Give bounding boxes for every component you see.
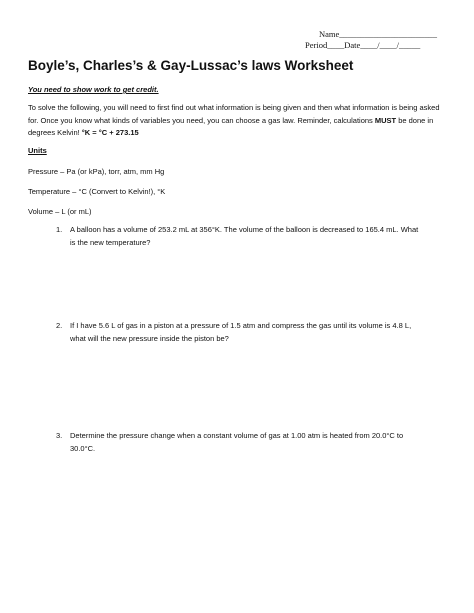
volume-units: Volume – L (or mL) xyxy=(28,207,92,216)
period-date-field-line: Period____Date____/____/_____ xyxy=(305,40,421,50)
question-3 xyxy=(56,430,420,455)
question-number: 2. xyxy=(56,321,63,330)
question-number: 1. xyxy=(56,225,63,234)
question-number: 3. xyxy=(56,431,63,440)
units-heading: Units xyxy=(28,146,47,155)
pressure-units: Pressure – Pa (or kPa), torr, atm, mm Hg xyxy=(28,167,165,176)
question-text: Determine the pressure change when a constant volume of gas at 1.00 atm is heated from 20.0°C to 30.0°C. xyxy=(70,431,404,453)
instructions-paragraph xyxy=(28,102,448,140)
name-field-line: Name_______________________ xyxy=(319,29,438,39)
kelvin-formula: °K = °C + 273.15 xyxy=(81,128,139,137)
temperature-units: Temperature – °C (Convert to Kelvin!), °K xyxy=(28,187,166,196)
credit-note: You need to show work to get credit. xyxy=(28,85,159,94)
question-text: A balloon has a volume of 253.2 mL at 356°K. The volume of the balloon is decreased to 165.4 mL. What is the new temperature? xyxy=(70,225,419,247)
instructions-text-start: To solve the following, you will need to first find out what information is being given and then what information is being asked for. Once you know what kinds of variables you need, you can choose a gas law. Reminder, calculations xyxy=(28,103,440,125)
instructions-text-end: be done in degrees Kelvin! xyxy=(28,115,434,137)
question-1 xyxy=(56,224,420,249)
question-text: If I have 5.6 L of gas in a piston at a pressure of 1.5 atm and compress the gas until its volume is 4.8 L, what will the new pressure inside the piston be? xyxy=(70,321,412,343)
question-2 xyxy=(56,320,420,345)
student-info-header xyxy=(305,29,455,51)
worksheet-title: Boyle’s, Charles’s & Gay-Lussac’s laws Worksheet xyxy=(28,58,354,73)
instructions-must-emphasis: MUST xyxy=(374,115,397,125)
